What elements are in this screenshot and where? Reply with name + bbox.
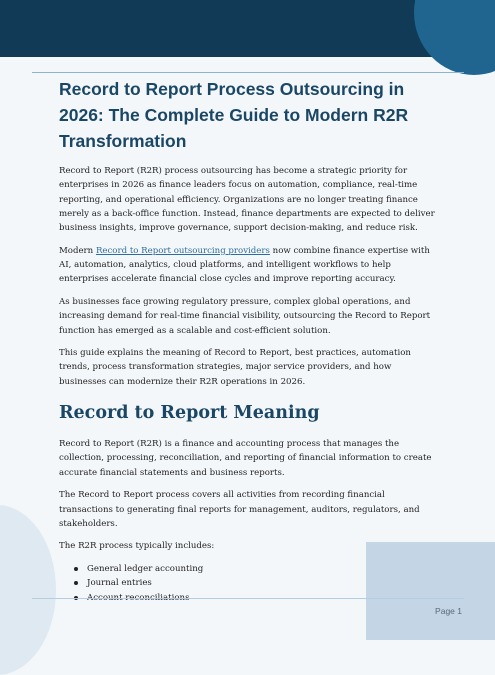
intro-paragraph-1: Record to Report (R2R) process outsourcing has become a strategic priority for enterprises in 2026 as finance leaders focus on automation, compliance, real-time reporting, and operational efficiency. Organizations are no longer treating finance merely as a back-office function. Instead, finance departments are expected to deliver business insights, improve governance, support decision-making, and reduce risk.: [59, 166, 435, 234]
intro-paragraph-4: This guide explains the meaning of Record to Report, best practices, automation trends, process transformation strategies, major service providers, and how businesses can modernize their R2R operations in 2026.: [59, 348, 411, 387]
section-heading: Record to Report Meaning: [59, 403, 320, 424]
list-item: Journal entries: [59, 576, 439, 590]
intro-paragraph-3: As businesses face growing regulatory pressure, complex global operations, and increasing demand for real-time financial visibility, outsourcing the Record to Report function has emerged as a scalable and cost-efficient solution.: [59, 296, 431, 336]
header-decorative-circle: [414, 0, 495, 75]
meaning-paragraph-1: Record to Report (R2R) is a finance and accounting process that manages the collection, processing, reconciliation, and reporting of financial information to create accurate financial statements and business reports.: [59, 439, 432, 478]
header-divider: [32, 72, 464, 73]
footer-decorative-circle: [0, 505, 56, 675]
intro-paragraph-2-start: Modern: [59, 245, 96, 256]
intro-paragraph-2: [59, 244, 439, 287]
page-title: Record to Report Process Outsourcing in 2026: The Complete Guide to Modern R2R Transformation: [59, 79, 409, 151]
r2r-providers-link[interactable]: Record to Report outsourcing providers: [95, 245, 270, 256]
intro-paragraph-2-end: now combine finance expertise with AI, automation, analytics, cloud platforms, and intelligent workflows to help enterprises accelerate financial close cycles and improve reporting accuracy.: [59, 245, 430, 285]
meaning-paragraph-3: The R2R process typically includes:: [59, 541, 215, 552]
footer-divider: [32, 598, 464, 599]
list-item: General ledger accounting: [59, 562, 439, 576]
page-number: Page 1: [435, 606, 462, 616]
meaning-paragraph-2: The Record to Report process covers all activities from recording financial transactions to generating final reports for management, auditors, regulators, and stakeholders.: [59, 490, 420, 529]
article-body: [59, 164, 439, 605]
